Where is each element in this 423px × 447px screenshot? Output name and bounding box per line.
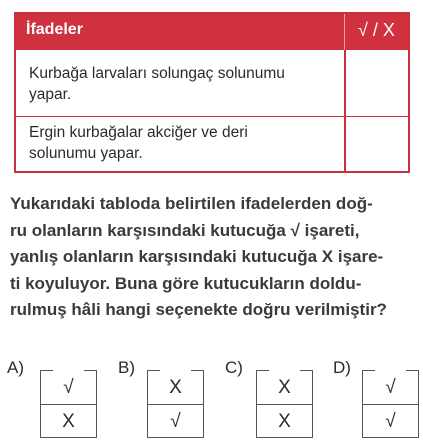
statement-text <box>29 63 334 105</box>
option-a-bottom-mark: X <box>62 411 75 432</box>
question-line: rulmuş hâli hangi seçenekte doğru verilmiştir? <box>10 300 387 319</box>
column-divider <box>344 50 346 116</box>
option-b-bottom-mark: √ <box>170 411 181 432</box>
statement-line: Kurbağa larvaları solungaç solunumu <box>29 65 285 82</box>
statements-table <box>14 12 410 173</box>
option-c-top-mark: X <box>257 371 312 405</box>
table-row <box>16 117 408 171</box>
question-line: Yukarıdaki tabloda belirtilen ifadelerden doğ- <box>10 194 373 213</box>
option-b-label[interactable]: B) <box>118 358 135 377</box>
column-divider <box>344 117 346 171</box>
option-a-label[interactable]: A) <box>7 358 24 377</box>
statement-line: solunumu yapar. <box>29 145 143 162</box>
header-statements: İfadeler <box>26 21 83 38</box>
option-b-grid[interactable] <box>147 370 204 438</box>
header-marks: √ / X <box>358 20 395 40</box>
option-d-top-mark: √ <box>363 371 418 405</box>
option-d-bottom-mark: √ <box>385 411 396 432</box>
question-line: ti koyuluyor. Buna göre kutucukların doldu- <box>10 273 362 293</box>
question-text <box>10 191 414 324</box>
option-d-grid[interactable] <box>362 370 419 438</box>
table-row <box>16 50 408 117</box>
option-c-label[interactable]: C) <box>225 358 243 377</box>
option-a-top-mark: √ <box>41 371 96 405</box>
option-b-top-mark: X <box>148 371 203 405</box>
question-line: ru olanların karşısındaki kutucuğa √ işareti, <box>10 220 360 240</box>
statement-line: yapar. <box>29 86 72 103</box>
statement-text <box>29 122 334 164</box>
question-line: yanlış olanların karşısındaki kutucuğa X işare- <box>10 247 384 266</box>
option-d-label[interactable]: D) <box>333 358 351 377</box>
option-a-grid[interactable] <box>40 370 97 438</box>
table-header <box>16 14 408 50</box>
statement-line: Ergin kurbağalar akciğer ve deri <box>29 124 248 141</box>
option-c-grid[interactable] <box>256 370 313 438</box>
option-c-bottom-mark: X <box>278 411 291 432</box>
